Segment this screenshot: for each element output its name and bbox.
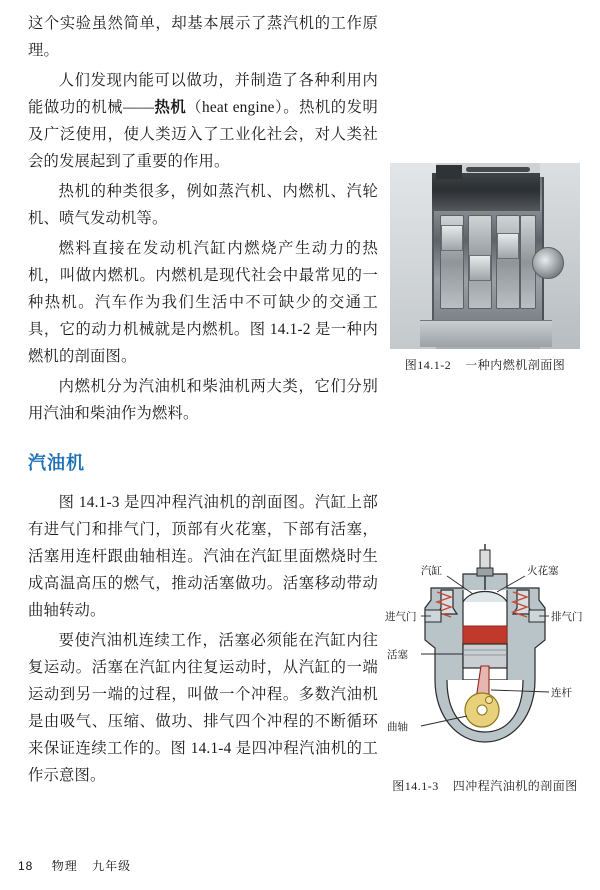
figure-four-stroke-diagram <box>385 530 585 794</box>
paragraph-4: 燃料直接在发动机汽缸内燃烧产生动力的热机，叫做内燃机。内燃机是现代社会中最常见的一种热机。汽车作为我们生活中不可缺少的交通工具，它的动力机械就是内燃机。图 14.1-2 是一种内燃机的剖面图。 <box>28 240 378 365</box>
crank-pulley <box>532 247 564 279</box>
figure-caption-number: 图14.1-2 <box>404 358 452 372</box>
term-heat-engine: 热机 <box>154 99 187 116</box>
engine-wire <box>466 167 530 172</box>
paragraph-6: 图 14.1-3 是四冲程汽油机的剖面图。汽缸上部有进气门和排气门，顶部有火花塞，下部有活塞，活塞用连杆跟曲轴相连。汽油在汽缸里面燃烧时生成高温高压的燃气，推动活塞做功。活塞移动带动曲轴转动。 <box>28 494 378 619</box>
combustion-gas <box>463 626 507 644</box>
label-spark-plug: 火花塞 <box>527 565 559 577</box>
figure-caption <box>390 356 580 373</box>
photo-piston-3 <box>497 233 519 259</box>
figure-caption-number: 图14.1-3 <box>392 779 439 793</box>
figure-caption-text: 四冲程汽油机的剖面图 <box>452 779 578 793</box>
section-title: 汽油机 <box>28 453 85 473</box>
text-column <box>28 10 378 792</box>
label-connecting-rod: 连杆 <box>551 687 572 699</box>
footer-grade: 九年级 <box>92 859 132 873</box>
paragraph-1: 这个实验虽然简单，却基本展示了蒸汽机的工作原理。 <box>28 15 378 59</box>
photo-piston-2 <box>469 255 491 281</box>
paragraph-3: 热机的种类很多，例如蒸汽机、内燃机、汽轮机、喷气发动机等。 <box>28 183 378 227</box>
label-cylinder: 汽缸 <box>421 565 442 577</box>
piston-shape <box>463 644 507 668</box>
engine-top-box <box>436 165 462 179</box>
footer-subject: 物理 <box>51 859 78 873</box>
label-exhaust-valve: 排气门 <box>551 611 583 623</box>
oil-sump <box>420 320 552 347</box>
label-intake-valve: 进气门 <box>385 611 417 623</box>
cylinder-bore-3 <box>496 215 520 309</box>
page-footer <box>18 857 131 874</box>
figure-engine-photo <box>390 163 580 373</box>
footer-page-number: 18 <box>18 859 34 873</box>
paragraph-2: 人们发现内能可以做功，并制造了各种利用内能做功的机械——热机（heat engine）。热机的发明及广泛使用，使人类迈入了工业化社会，对人类社会的发展起到了重要的作用。 <box>28 72 378 170</box>
four-stroke-diagram-image <box>385 530 585 770</box>
label-crankshaft: 曲轴 <box>387 721 408 733</box>
photo-piston-1 <box>441 225 463 251</box>
paragraph-7: 要使汽油机连续工作，活塞必须能在汽缸内往复运动。活塞在汽缸内往复运动时，从汽缸的一端运动到另一端的过程，叫做一个冲程。多数汽油机是由吸气、压缩、做功、排气四个冲程的不断循环来保证连续工作的。图 14.1-4 是四冲程汽油机的工作示意图。 <box>28 632 378 784</box>
paragraph-5: 内燃机分为汽油机和柴油机两大类，它们分别用汽油和柴油作为燃料。 <box>28 378 378 422</box>
label-piston: 活塞 <box>387 649 408 661</box>
figure-caption-text: 一种内燃机剖面图 <box>465 358 566 372</box>
engine-photo-image <box>390 163 580 349</box>
figure-caption <box>385 777 585 794</box>
